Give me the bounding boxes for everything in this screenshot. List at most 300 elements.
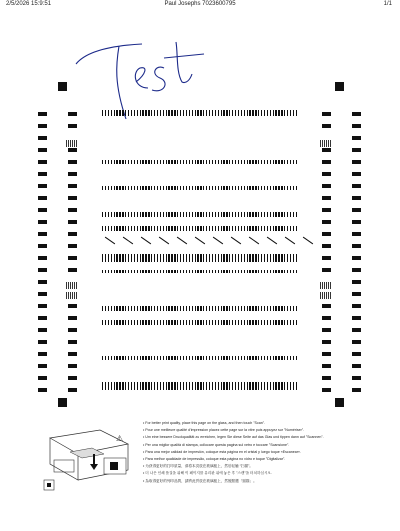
bar-mark (128, 226, 129, 231)
bar-mark (287, 160, 288, 164)
bar-mark (281, 382, 282, 390)
diagonal-dash (141, 237, 151, 245)
registration-square (68, 268, 77, 272)
bar-mark (218, 160, 219, 164)
pattern-blob (66, 282, 78, 289)
registration-square (322, 388, 331, 392)
bar-mark (195, 306, 196, 311)
bar-mark (111, 320, 112, 325)
bar-mark (241, 226, 242, 231)
bar-mark (200, 160, 201, 164)
bar-mark (189, 270, 190, 273)
bar-mark (157, 306, 158, 311)
registration-square (352, 232, 361, 236)
bar-mark (183, 356, 184, 360)
print-header (0, 0, 400, 12)
bar-mark (267, 160, 268, 164)
bar-mark (148, 186, 149, 190)
bar-mark (270, 186, 271, 190)
bar-mark (212, 270, 213, 273)
bar-mark (215, 160, 216, 164)
bar-mark (137, 382, 138, 390)
bar-mark (166, 226, 167, 231)
bar-mark (154, 320, 155, 325)
bar-mark (151, 356, 152, 360)
bar-mark (264, 270, 265, 273)
bar-mark (142, 270, 143, 273)
bar-mark (180, 306, 181, 311)
bar-mark (114, 356, 115, 360)
bar-mark (148, 226, 149, 231)
bar-mark (215, 382, 216, 390)
bar-mark (145, 306, 146, 311)
bar-pattern-row (102, 306, 297, 311)
bar-mark (284, 382, 285, 390)
bar-mark (203, 270, 204, 273)
pattern-blob (320, 140, 332, 147)
bar-mark (195, 270, 196, 273)
bar-mark (197, 306, 198, 311)
bar-mark (195, 320, 196, 325)
bar-mark (252, 306, 253, 311)
warning-triangle-icon: ⚠ (116, 434, 124, 443)
bar-mark (125, 160, 126, 164)
bar-mark (221, 212, 222, 217)
bar-mark (293, 254, 294, 262)
bar-mark (163, 186, 164, 190)
bar-mark (241, 160, 242, 164)
bar-mark (252, 320, 253, 325)
bar-mark (186, 110, 187, 116)
bar-mark (183, 226, 184, 231)
bar-mark (177, 254, 178, 262)
bar-mark (209, 160, 210, 164)
bar-mark (209, 226, 210, 231)
bar-mark (168, 270, 169, 273)
bar-mark (223, 186, 224, 190)
bar-mark (249, 356, 250, 360)
registration-mark-top-right (335, 82, 344, 91)
bar-mark (105, 160, 106, 164)
bar-mark (218, 254, 219, 262)
bar-mark (290, 160, 291, 164)
bar-mark (177, 320, 178, 325)
bar-mark (186, 226, 187, 231)
bar-mark (116, 226, 117, 231)
bar-mark (264, 160, 265, 164)
bar-mark (223, 270, 224, 273)
bar-mark (212, 160, 213, 164)
bar-mark (186, 320, 187, 325)
bar-mark (128, 382, 129, 390)
bar-mark (160, 212, 161, 217)
bar-mark (166, 320, 167, 325)
instruction-line: • Para melhor qualidade de impressão, coloque esta página no vidro e toque "Digitalizar". (143, 456, 393, 463)
bar-mark (278, 226, 279, 231)
bar-mark (278, 160, 279, 164)
bar-mark (223, 212, 224, 217)
bar-mark (105, 254, 106, 262)
bar-mark (212, 226, 213, 231)
bar-mark (105, 186, 106, 190)
bar-mark (255, 254, 256, 262)
registration-square (322, 124, 331, 128)
bar-mark (273, 186, 274, 190)
bar-mark (258, 306, 259, 311)
bar-mark (125, 226, 126, 231)
bar-mark (157, 356, 158, 360)
bar-mark (215, 110, 216, 116)
bar-mark (174, 306, 175, 311)
bar-mark (278, 212, 279, 217)
bar-mark (273, 212, 274, 217)
bar-mark (229, 186, 230, 190)
bar-mark (102, 254, 103, 262)
bar-mark (284, 356, 285, 360)
bar-mark (114, 382, 115, 390)
bar-mark (142, 110, 143, 116)
bar-mark (296, 270, 297, 273)
registration-square (38, 364, 47, 368)
registration-square (352, 280, 361, 284)
bar-mark (252, 186, 253, 190)
bar-mark (235, 382, 236, 390)
bar-mark (209, 320, 210, 325)
bar-mark (168, 212, 169, 217)
bar-pattern-row (102, 320, 297, 325)
bar-mark (189, 382, 190, 390)
bar-mark (119, 186, 120, 190)
bar-mark (275, 382, 276, 390)
bar-mark (171, 212, 172, 217)
registration-square (68, 124, 77, 128)
bar-mark (238, 212, 239, 217)
registration-mark-bottom-right (335, 398, 344, 407)
bar-mark (244, 356, 245, 360)
bar-mark (160, 160, 161, 164)
bar-mark (128, 320, 129, 325)
bar-mark (114, 306, 115, 311)
bar-mark (142, 320, 143, 325)
bar-mark (195, 226, 196, 231)
bar-mark (128, 254, 129, 262)
registration-square (38, 316, 47, 320)
bar-mark (293, 160, 294, 164)
bar-mark (252, 356, 253, 360)
bar-mark (238, 356, 239, 360)
bar-mark (140, 356, 141, 360)
instruction-line: • Para una mejor calidad de impresión, coloque esta página en el cristal y luego toque «Escanear». (143, 449, 393, 456)
bar-mark (166, 254, 167, 262)
bar-mark (258, 226, 259, 231)
registration-square (322, 160, 331, 164)
bar-mark (174, 254, 175, 262)
registration-square (68, 172, 77, 176)
bar-mark (168, 306, 169, 311)
bar-mark (114, 110, 115, 116)
bar-mark (189, 160, 190, 164)
bar-mark (284, 110, 285, 116)
bar-mark (261, 254, 262, 262)
bar-mark (125, 382, 126, 390)
bar-mark (128, 270, 129, 273)
bar-mark (206, 306, 207, 311)
bar-mark (200, 186, 201, 190)
bar-mark (232, 356, 233, 360)
bar-mark (137, 320, 138, 325)
bar-mark (273, 270, 274, 273)
bar-mark (223, 254, 224, 262)
bar-mark (108, 306, 109, 311)
bar-mark (252, 110, 253, 116)
bar-mark (229, 270, 230, 273)
bar-mark (232, 270, 233, 273)
bar-mark (189, 254, 190, 262)
bar-mark (142, 160, 143, 164)
bar-mark (134, 212, 135, 217)
bar-mark (134, 270, 135, 273)
bar-mark (105, 306, 106, 311)
bar-mark (206, 320, 207, 325)
registration-square (38, 208, 47, 212)
bar-mark (137, 110, 138, 116)
bar-mark (174, 320, 175, 325)
bar-mark (200, 356, 201, 360)
registration-square (38, 160, 47, 164)
bar-mark (160, 110, 161, 116)
bar-mark (171, 270, 172, 273)
bar-mark (125, 306, 126, 311)
bar-mark (151, 212, 152, 217)
bar-mark (281, 226, 282, 231)
bar-mark (221, 110, 222, 116)
bar-mark (212, 382, 213, 390)
bar-mark (148, 306, 149, 311)
bar-mark (183, 270, 184, 273)
bar-mark (145, 356, 146, 360)
bar-mark (203, 160, 204, 164)
bar-mark (235, 320, 236, 325)
bar-mark (264, 320, 265, 325)
bar-mark (296, 306, 297, 311)
bar-mark (174, 270, 175, 273)
bar-mark (189, 356, 190, 360)
bar-mark (134, 186, 135, 190)
bar-mark (154, 356, 155, 360)
diagonal-dash (267, 237, 277, 245)
bar-mark (142, 306, 143, 311)
bar-mark (119, 110, 120, 116)
bar-mark (249, 254, 250, 262)
bar-pattern-row (102, 356, 297, 360)
bar-mark (134, 356, 135, 360)
bar-mark (102, 226, 103, 231)
registration-square (68, 208, 77, 212)
diagonal-dash (123, 237, 133, 245)
bar-mark (244, 212, 245, 217)
bar-mark (247, 320, 248, 325)
registration-square (68, 364, 77, 368)
bar-mark (212, 212, 213, 217)
registration-square (38, 292, 47, 296)
bar-mark (287, 212, 288, 217)
bar-mark (142, 254, 143, 262)
registration-square (68, 256, 77, 260)
bar-mark (168, 356, 169, 360)
bar-mark (270, 320, 271, 325)
bar-mark (114, 226, 115, 231)
bar-mark (157, 212, 158, 217)
bar-mark (148, 320, 149, 325)
bar-mark (154, 226, 155, 231)
bar-mark (200, 320, 201, 325)
bar-mark (221, 270, 222, 273)
bar-mark (229, 306, 230, 311)
bar-mark (186, 212, 187, 217)
bar-mark (186, 254, 187, 262)
registration-square (352, 136, 361, 140)
bar-mark (200, 270, 201, 273)
bar-mark (215, 212, 216, 217)
bar-mark (226, 110, 227, 116)
bar-mark (226, 212, 227, 217)
bar-mark (226, 254, 227, 262)
bar-mark (174, 356, 175, 360)
bar-mark (174, 226, 175, 231)
bar-mark (102, 320, 103, 325)
bar-mark (131, 382, 132, 390)
bar-mark (278, 110, 279, 116)
bar-mark (137, 212, 138, 217)
bar-mark (186, 356, 187, 360)
registration-square (38, 244, 47, 248)
bar-mark (151, 306, 152, 311)
bar-mark (116, 212, 117, 217)
bar-mark (241, 270, 242, 273)
bar-mark (252, 254, 253, 262)
bar-mark (255, 110, 256, 116)
bar-mark (114, 320, 115, 325)
registration-square (352, 304, 361, 308)
bar-mark (284, 254, 285, 262)
bar-mark (192, 306, 193, 311)
bar-mark (261, 270, 262, 273)
bar-mark (137, 160, 138, 164)
registration-square (38, 124, 47, 128)
bar-mark (180, 254, 181, 262)
bar-mark (148, 110, 149, 116)
bar-mark (148, 212, 149, 217)
bar-mark (171, 382, 172, 390)
bar-mark (203, 254, 204, 262)
bar-mark (189, 186, 190, 190)
bar-mark (192, 212, 193, 217)
bar-mark (264, 212, 265, 217)
bar-mark (218, 212, 219, 217)
bar-mark (125, 320, 126, 325)
bar-mark (105, 356, 106, 360)
bar-mark (235, 356, 236, 360)
left-outer-marks (38, 112, 47, 400)
bar-mark (290, 306, 291, 311)
registration-square (352, 124, 361, 128)
bar-mark (281, 212, 282, 217)
bar-mark (261, 186, 262, 190)
bar-mark (171, 226, 172, 231)
bar-mark (122, 306, 123, 311)
bar-mark (284, 226, 285, 231)
bar-mark (258, 320, 259, 325)
bar-mark (255, 160, 256, 164)
bar-mark (206, 382, 207, 390)
bar-mark (221, 320, 222, 325)
bar-mark (244, 160, 245, 164)
bar-mark (154, 270, 155, 273)
bar-mark (238, 320, 239, 325)
bar-mark (249, 382, 250, 390)
bar-mark (287, 110, 288, 116)
bar-mark (116, 270, 117, 273)
bar-mark (206, 212, 207, 217)
bar-mark (241, 110, 242, 116)
bar-mark (157, 320, 158, 325)
bar-mark (290, 186, 291, 190)
bar-mark (116, 160, 117, 164)
registration-square (322, 244, 331, 248)
registration-square (352, 160, 361, 164)
bar-mark (223, 226, 224, 231)
bar-mark (102, 382, 103, 390)
bar-mark (140, 270, 141, 273)
bar-mark (218, 270, 219, 273)
bar-mark (215, 186, 216, 190)
bar-mark (296, 110, 297, 116)
bar-mark (206, 110, 207, 116)
bar-mark (264, 306, 265, 311)
bar-mark (192, 110, 193, 116)
bar-mark (183, 306, 184, 311)
bar-mark (252, 270, 253, 273)
bar-mark (125, 356, 126, 360)
bar-mark (131, 110, 132, 116)
registration-square (322, 340, 331, 344)
bar-mark (290, 270, 291, 273)
bar-mark (215, 270, 216, 273)
registration-mark-top-left (58, 82, 67, 91)
bar-mark (122, 382, 123, 390)
bar-mark (168, 382, 169, 390)
bar-mark (241, 320, 242, 325)
registration-square (352, 220, 361, 224)
bar-mark (111, 186, 112, 190)
registration-square (352, 196, 361, 200)
bar-mark (122, 270, 123, 273)
bar-mark (134, 320, 135, 325)
instruction-line: • 為取得更好的列印品質，請將此頁放在玻璃板上，然後點選「掃描」。 (143, 478, 393, 485)
bar-mark (171, 186, 172, 190)
bar-mark (131, 356, 132, 360)
bar-mark (281, 254, 282, 262)
bar-mark (192, 186, 193, 190)
bar-mark (186, 306, 187, 311)
bar-mark (140, 110, 141, 116)
bar-mark (255, 320, 256, 325)
bar-mark (168, 160, 169, 164)
bar-mark (148, 270, 149, 273)
bar-mark (163, 110, 164, 116)
bar-mark (284, 186, 285, 190)
bar-mark (293, 212, 294, 217)
